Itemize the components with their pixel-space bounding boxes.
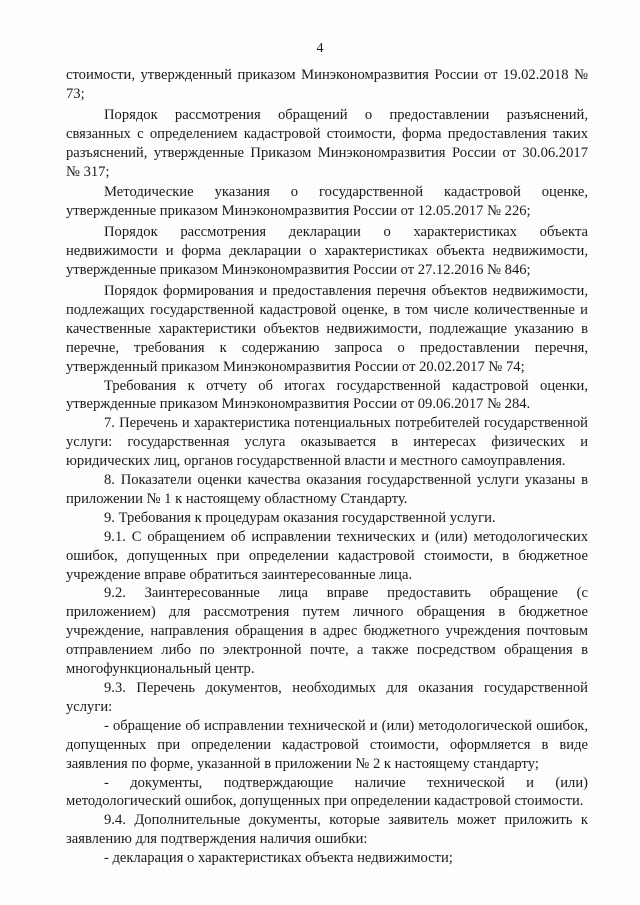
page-number: 4 [316,41,324,56]
paragraph: Порядок рассмотрения обращений о предоставлении разъяснений, связанных с определением кадастровой стоимости, форма предоставления таких разъяснений, утвержденные Приказом Минэкономразвития России от 30.06.2017 № 317; [66,106,588,180]
paragraph: Порядок рассмотрения декларации о характеристиках объекта недвижимости и форма декларации о характеристиках объекта недвижимости, утвержденные приказом Минэкономразвития России от 27.12.2016 № 846; [66,224,588,279]
list-item: - декларация о характеристиках объекта недвижимости; [104,850,453,867]
paragraph: Методические указания о государственной кадастровой оценке, утвержденные приказом Минэкономразвития России от 12.05.2017 № 226; [66,184,588,220]
paragraph: 8. Показатели оценки качества оказания государственной услуги указаны в приложении № 1 к настоящему областному Стандарту. [66,472,588,507]
paragraph: 9.4. Дополнительные документы, которые заявитель может приложить к заявлению для подтверждения наличия ошибки: [66,812,588,848]
paragraph: 7. Перечень и характеристика потенциальных потребителей государственной услуги: государственная услуга оказывается в интересах физических и юридических лиц, органов государственной власти и местного самоуправления. [66,415,588,470]
list-item: - обращение об исправлении технической и (или) методологической ошибок, допущенных при определении кадастровой стоимости, оформляется в виде заявления по форме, указанной в приложении № 2 к настоящему стандарту; [66,717,588,772]
paragraph: 9.2. Заинтересованные лица вправе предоставить обращение (с приложением) для рассмотрения путем личного обращения в бюджетное учреждение, направления обращения в адрес бюджетного учреждения почтовым отправлением либо по электронной почте, а также посредством обращения в многофункциональный центр. [66,585,588,678]
paragraph: 9.1. С обращением об исправлении технических и (или) методологических ошибок, допущенных при определении кадастровой стоимости, в бюджетное учреждение вправе обратиться заинтересованные лица. [66,528,588,583]
paragraph: Требования к отчету об итогах государственной кадастровой оценки, утвержденные приказом Минэкономразвития России от 09.06.2017 № 284. [66,377,588,413]
list-item: - документы, подтверждающие наличие технической и (или) методологический ошибок, допущенных при определении кадастровой стоимости. [66,774,588,810]
paragraph: стоимости, утвержденный приказом Минэкономразвития России от 19.02.2018 № 73; [66,67,588,102]
paragraph: Порядок формирования и предоставления перечня объектов недвижимости, подлежащих государственной кадастровой оценке, в том числе количественные и качественные характеристики объектов недвижимости, подлежащие указанию в перечне, требования к содержанию запроса о предоставлении перечня, утвержденный приказом Минэкономразвития России от 20.02.2017 № 74; [66,282,588,375]
paragraph: 9. Требования к процедурам оказания государственной услуги. [104,509,496,526]
paragraph: 9.3. Перечень документов, необходимых для оказания государственной услуги: [66,680,588,715]
document-body [66,66,588,868]
